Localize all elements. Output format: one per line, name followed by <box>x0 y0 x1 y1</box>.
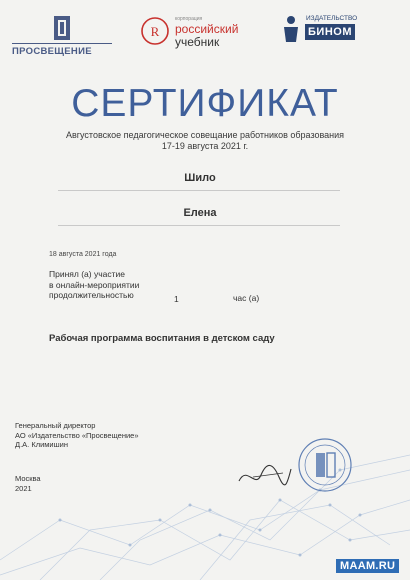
recipient-name: Елена <box>183 207 217 219</box>
duration-unit: час (а) <box>233 293 260 303</box>
prosveshchenie-logo <box>12 14 112 57</box>
signatory-company: АО «Издательство «Просвещение» <box>15 430 139 440</box>
name-rule <box>58 225 340 226</box>
participation-text <box>49 269 139 301</box>
event-line2: 17-19 августа 2021 г. <box>161 141 249 151</box>
rossiyskiy-line1: российский <box>175 22 239 36</box>
surname-rule <box>58 190 340 191</box>
rossiyskiy-line2: учебник <box>175 35 220 49</box>
participation-line3: продолжительностью <box>49 290 134 300</box>
certificate-title: СЕРТИФИКАТ <box>71 82 339 125</box>
place-block <box>15 474 41 493</box>
rossiyskiy-small-text: корпорация <box>175 16 203 22</box>
prosveshchenie-logo-text: ПРОСВЕЩЕНИЕ <box>12 46 92 57</box>
city-name: Москва <box>15 474 41 483</box>
site-watermark: MAAM.RU <box>336 559 399 573</box>
program-title: Рабочая программа воспитания в детском саду <box>49 333 275 344</box>
binom-figure-icon <box>280 15 302 43</box>
binom-logo <box>280 13 390 47</box>
event-line1: Августовское педагогическое совещание работников образования <box>65 130 345 140</box>
duration-hours: 1 <box>174 294 179 304</box>
binom-logo-text: БИНОМ <box>305 24 355 40</box>
event-description <box>30 130 380 152</box>
recipient-surname: Шило <box>184 172 216 184</box>
binom-small-text: ИЗДАТЕЛЬСТВО <box>306 15 358 22</box>
handwritten-signature <box>235 455 295 495</box>
issue-year: 2021 <box>15 483 32 493</box>
signatory-position: Генеральный директор <box>15 421 96 430</box>
participation-line1: Принял (а) участие <box>49 269 125 279</box>
logo-divider <box>12 43 112 44</box>
signatory-block <box>15 421 139 450</box>
signatory-name: Д.А. Климишин <box>15 440 68 449</box>
rossiyskiy-uchebnik-logo <box>140 16 260 48</box>
company-stamp-icon <box>297 437 353 493</box>
svg-text:R: R <box>150 24 160 39</box>
participation-line2: в онлайн-мероприятии <box>49 279 140 290</box>
rossiyskiy-uchebnik-badge-icon <box>140 16 170 46</box>
prosveshchenie-logo-icon <box>54 16 70 40</box>
issue-date: 18 августа 2021 года <box>49 251 117 258</box>
